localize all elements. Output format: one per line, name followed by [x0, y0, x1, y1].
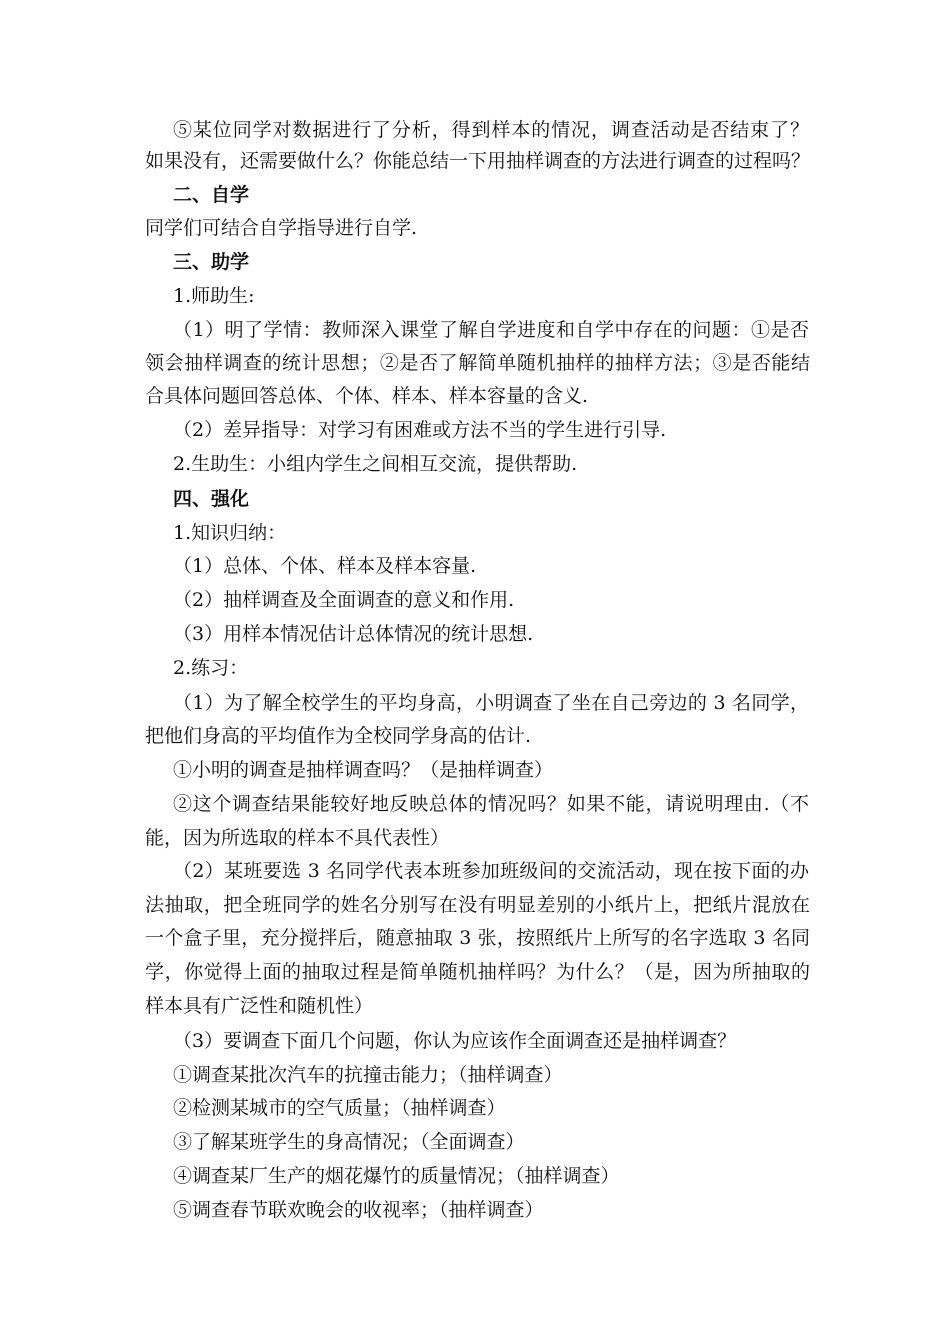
paragraph-line: 同学们可结合自学指导进行自学. — [145, 217, 418, 239]
paragraph-line: （1）总体、个体、样本及样本容量. — [173, 555, 477, 577]
paragraph-line: 1.师助生: — [173, 285, 255, 307]
paragraph-line: 如果没有，还需要做什么？你能总结一下用抽样调查的方法进行调查的过程吗？ — [145, 150, 811, 172]
paragraph-line: 领会抽样调查的统计思想；②是否了解简单随机抽样的抽样方法；③是否能结 — [145, 352, 810, 374]
paragraph-line: 合具体问题回答总体、个体、样本、样本容量的含义. — [145, 385, 589, 407]
paragraph-line: （3）要调查下面几个问题，你认为应该作全面调查还是抽样调查？ — [173, 1030, 737, 1052]
paragraph-line: 一个盒子里，充分搅拌后，随意抽取 3 张，按照纸片上所写的名字选取 3 名同 — [145, 927, 810, 949]
paragraph-line: （2）某班要选 3 名同学代表本班参加班级间的交流活动，现在按下面的办 — [173, 860, 809, 882]
list-item: ②检测某城市的空气质量；（抽样调查） — [173, 1097, 506, 1119]
paragraph-line: （1）明了学情：教师深入课堂了解自学进度和自学中存在的问题：①是否 — [173, 319, 809, 341]
paragraph-line: （3）用样本情况估计总体情况的统计思想. — [173, 623, 534, 645]
list-item: ①调查某批次汽车的抗撞击能力；（抽样调查） — [173, 1064, 563, 1086]
paragraph-line: 法抽取，把全班同学的姓名分别写在没有明显差别的小纸片上，把纸片混放在 — [145, 894, 810, 916]
paragraph-line: 把他们身高的平均值作为全校同学身高的估计. — [145, 725, 532, 747]
list-item: ⑤调查春节联欢晚会的收视率；（抽样调查） — [173, 1199, 544, 1221]
paragraph-line: （2）差异指导：对学习有困难或方法不当的学生进行引导. — [173, 419, 667, 441]
list-item: ③了解某班学生的身高情况；（全面调查） — [173, 1131, 525, 1153]
section-heading: 二、自学 — [173, 184, 250, 206]
paragraph-line: （1）为了解全校学生的平均身高，小明调查了坐在自己旁边的 3 名同学， — [173, 692, 809, 714]
paragraph-line: 样本具有广泛性和随机性） — [145, 995, 374, 1017]
paragraph-line: ①小明的调查是抽样调查吗？（是抽样调查） — [173, 759, 554, 781]
paragraph-line: 2.练习： — [173, 657, 249, 679]
paragraph-line: 学，你觉得上面的抽取过程是简单随机抽样吗？为什么？（是，因为所抽取的 — [145, 961, 810, 983]
paragraph-line: ②这个调查结果能较好地反映总体的情况吗？如果不能，请说明理由.（不 — [173, 793, 809, 815]
paragraph-line: （2）抽样调查及全面调查的意义和作用. — [173, 589, 515, 611]
paragraph-line: 1.知识归纳： — [173, 522, 287, 544]
paragraph-line: ⑤某位同学对数据进行了分析，得到样本的情况，调查活动是否结束了？ — [173, 119, 809, 141]
list-item: ④调查某厂生产的烟花爆竹的质量情况；（抽样调查） — [173, 1165, 620, 1187]
section-heading: 四、强化 — [173, 488, 250, 510]
section-heading: 三、助学 — [173, 251, 250, 273]
paragraph-line: 2.生助生：小组内学生之间相互交流，提供帮助. — [173, 453, 578, 475]
paragraph-line: 能，因为所选取的样本不具代表性） — [145, 827, 450, 849]
